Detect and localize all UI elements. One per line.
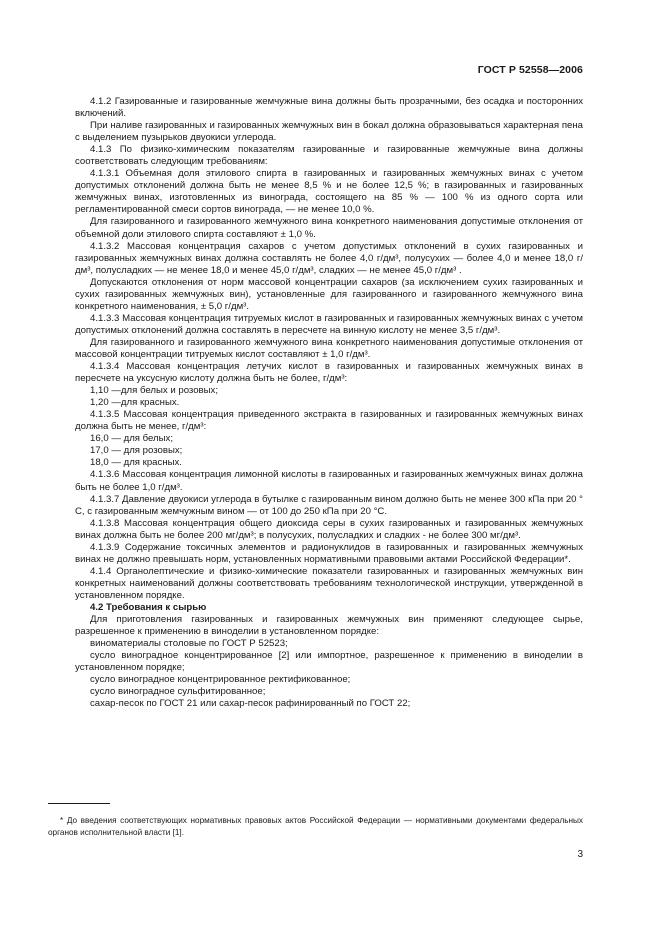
- paragraph-4-1-3-3: 4.1.3.3 Массовая концентрация титруемых кислот в газированных и газированных жемчужных винах с учетом допустимых отклонений должна составлять в пересчете на винную кислоту не менее 3,5 г/дм³.: [75, 312, 583, 336]
- document-code-header: ГОСТ Р 52558—2006: [477, 64, 583, 76]
- footnote: [48, 815, 583, 839]
- paragraph-foam: При наливе газированных и газированных жемчужных вин в бокал должна образовываться характерная пена с выделением пузырьков двуокиси углерода.: [75, 120, 583, 144]
- list-item-wine-materials: виноматериалы столовые по ГОСТ Р 52523;: [90, 638, 288, 650]
- paragraph-4-1-3-7: 4.1.3.7 Давление двуокиси углерода в бутылке с газированным вином должно быть не менее 300 кПа при 20 ° С, с газированным жемчужным вином — от 100 до 250 кПа при 20 °С.: [75, 493, 583, 517]
- paragraph-4-1-4: 4.1.4 Органолептические и физико-химические показатели газированных и газированных жемчужных вин конкретных наименований должны соответствовать требованиям технологической инструкции, утвержденной в установленном порядке.: [75, 565, 583, 601]
- list-item-rectified-must: сусло виноградное концентрированное ректификованное;: [90, 674, 351, 686]
- paragraph-4-1-3-5: 4.1.3.5 Массовая концентрация приведенного экстракта в газированных и газированных жемчужных винах должна быть не менее, г/дм³:: [75, 409, 583, 433]
- paragraph-alcohol-tolerance: Для газированного и газированного жемчужного вина конкретного наименования допустимые отклонения от объемной доли этилового спирта составляют ± 1,0 %.: [75, 216, 583, 240]
- body-text: [75, 96, 583, 710]
- list-item-white-rose: 1,10 —для белых и розовых;: [90, 385, 219, 397]
- section-heading-4-2: 4.2 Требования к сырью: [90, 601, 207, 613]
- paragraph-4-1-3-4: 4.1.3.4 Массовая концентрация летучих кислот в газированных и газированных жемчужных винах в пересчете на уксусную кислоту должна быть не более, г/дм³:: [75, 361, 583, 385]
- page-number: 3: [577, 849, 583, 860]
- list-item-rose: 17,0 — для розовых;: [90, 445, 183, 457]
- paragraph-4-1-2: 4.1.2 Газированные и газированные жемчужные вина должны быть прозрачными, без осадка и посторонних включений.: [75, 96, 583, 120]
- footnote-separator: [48, 803, 110, 804]
- list-item-sulfited-must: сусло виноградное сульфитированное;: [90, 686, 266, 698]
- paragraph-4-1-3-2: 4.1.3.2 Массовая концентрация сахаров с учетом допустимых отклонений в сухих газированных и газированных жемчужных винах должна составлять не более 4,0 г/дм³, полусухих — более 4,0 и менее 18,0 г/дм³, полусладких — не менее 18,0 и менее 45,0 г/дм³, сладких — не менее 45,0 г/дм³ .: [75, 240, 583, 276]
- footnote-text: * До введения соответствующих нормативных правовых актов Российской Федерации — нормативными документами федеральных органов исполнительной власти [1].: [48, 816, 583, 837]
- paragraph-4-1-3-6: 4.1.3.6 Массовая концентрация лимонной кислоты в газированных и газированных жемчужных винах должна быть не более 1,0 г/дм³.: [75, 469, 583, 493]
- paragraph-4-1-3-9: 4.1.3.9 Содержание токсичных элементов и радионуклидов в газированных и газированных жемчужных винах не должно превышать норм, установленных нормативными правовыми актами Российской Федерации*.: [75, 541, 583, 565]
- list-item-white: 16,0 — для белых;: [90, 433, 174, 445]
- paragraph-sugar-tolerance: Допускаются отклонения от норм массовой концентрации сахаров (за исключением сухих газированных и сухих газированных жемчужных вин), установленные для газированного и газированного жемчужного вина конкретного наименования, ± 5,0 г/дм³.: [75, 276, 583, 312]
- paragraph-4-1-3: 4.1.3 По физико-химическим показателям газированные и газированные жемчужные вина должны соответствовать следующим требованиям:: [75, 144, 583, 168]
- list-item-red: 1,20 —для красных.: [90, 397, 180, 409]
- paragraph-4-1-3-8: 4.1.3.8 Массовая концентрация общего диоксида серы в сухих газированных и газированных жемчужных винах должна быть не более 200 мг/дм³; в полусухих, полусладких и сладких - не более 300 мг/дм³.: [75, 517, 583, 541]
- list-item-concentrated-must: сусло виноградное концентрированное [2] или импортное, разрешенное к применению в виноделии в установленном порядке;: [75, 650, 583, 674]
- list-item-red-extract: 18,0 — для красных.: [90, 457, 182, 469]
- list-item-sugar: сахар-песок по ГОСТ 21 или сахар-песок рафинированный по ГОСТ 22;: [90, 698, 411, 710]
- paragraph-acid-tolerance: Для газированного и газированного жемчужного вина конкретного наименования допустимые отклонения от массовой концентрации титруемых кислот составляют ± 1,0 г/дм³.: [75, 336, 583, 360]
- paragraph-raw-materials: Для приготовления газированных и газированных жемчужных вин применяют следующее сырье, разрешенное к применению в виноделии в установленном порядке:: [75, 614, 583, 638]
- paragraph-4-1-3-1: 4.1.3.1 Объемная доля этилового спирта в газированных и газированных жемчужных винах с учетом допустимых отклонений должна быть не менее 8,5 % и не более 12,5 %; в газированных и газированных жемчужных винах, изготовленных из винограда, состоящего на 85 % — 100 % из одного сорта или регламентированной смеси сортов винограда, — не менее 10,0 %.: [75, 168, 583, 216]
